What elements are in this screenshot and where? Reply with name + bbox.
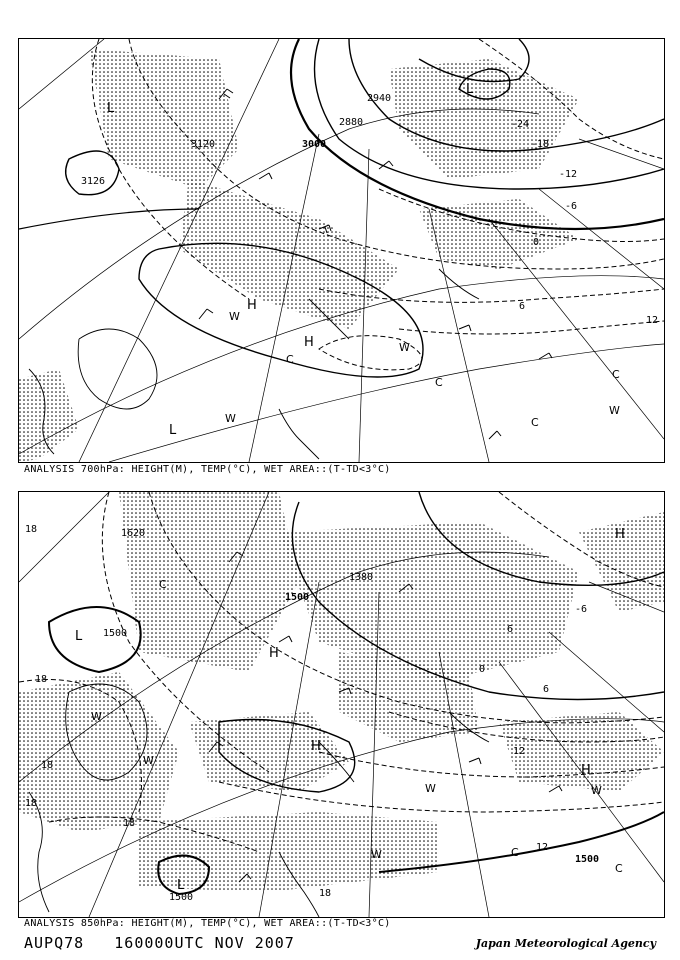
- height-label: 1380: [349, 572, 374, 583]
- temp-label: 18: [25, 798, 38, 809]
- temp-label: 12: [536, 842, 549, 853]
- temp-label: -24: [511, 119, 530, 130]
- warm-center: W: [229, 310, 240, 323]
- low-center: L: [75, 629, 83, 644]
- temp-label: 6: [543, 684, 550, 695]
- caption-850hpa: ANALYSIS 850hPa: HEIGHT(M), TEMP(°C), WET AREA::(T-TD<3°C): [24, 918, 391, 929]
- cold-center: C: [615, 862, 623, 875]
- height-label: 1500: [103, 628, 128, 639]
- temp-label: -12: [559, 169, 578, 180]
- cold-center: C: [286, 353, 294, 366]
- low-center: L: [177, 878, 185, 893]
- wet-area: [19, 492, 664, 892]
- temp-label: 0: [479, 664, 486, 675]
- warm-center: W: [591, 784, 602, 797]
- temp-label: 12: [513, 746, 526, 757]
- high-center: H: [269, 646, 279, 661]
- temp-centers: [225, 310, 620, 429]
- cold-center: C: [612, 368, 620, 381]
- height-label: 3000: [302, 139, 327, 150]
- warm-center: W: [91, 710, 102, 723]
- temp-label: 18: [41, 760, 54, 771]
- cold-center: C: [531, 416, 539, 429]
- temp-label: 18: [319, 888, 332, 899]
- agency-credit: Japan Meteorological Agency: [475, 937, 656, 950]
- caption-700hpa: ANALYSIS 700hPa: HEIGHT(M), TEMP(°C), WET AREA::(T-TD<3°C): [24, 464, 391, 475]
- low-center: L: [107, 101, 115, 116]
- chart-850hpa: [18, 491, 665, 918]
- map-850hpa: [19, 492, 664, 917]
- temp-label: -18: [531, 139, 550, 150]
- temp-label: -6: [565, 201, 578, 212]
- warm-center: W: [143, 754, 154, 767]
- warm-center: W: [371, 848, 382, 861]
- low-center: L: [466, 82, 474, 97]
- height-label: 2940: [367, 93, 392, 104]
- warm-center: W: [399, 341, 410, 354]
- temp-label: 18: [25, 524, 38, 535]
- temp-label: 0: [533, 237, 540, 248]
- height-label: 2880: [339, 117, 364, 128]
- temp-label: 18: [35, 674, 48, 685]
- temp-label: 6: [519, 301, 526, 312]
- warm-center: W: [225, 412, 236, 425]
- high-center: H: [304, 335, 314, 350]
- high-center: H: [247, 298, 257, 313]
- cold-center: C: [435, 376, 443, 389]
- chart-700hpa: [18, 38, 665, 463]
- height-label: 3126: [81, 176, 106, 187]
- temp-label: 18: [123, 818, 136, 829]
- high-center: H: [615, 527, 625, 542]
- low-center: L: [169, 423, 177, 438]
- temp-label: -6: [575, 604, 588, 615]
- warm-center: W: [425, 782, 436, 795]
- cold-center: C: [159, 578, 167, 591]
- height-label: 1620: [121, 528, 146, 539]
- bulletin-code: AUPQ78 160000UTC NOV 2007: [24, 934, 295, 952]
- warm-center: W: [609, 404, 620, 417]
- temp-label: 12: [646, 315, 659, 326]
- height-label: 3120: [191, 139, 216, 150]
- temp-label: 6: [507, 624, 514, 635]
- height-label: 1500: [285, 592, 310, 603]
- height-label: 1500: [169, 892, 194, 903]
- map-700hpa: [19, 39, 664, 462]
- cold-center: C: [511, 846, 519, 859]
- height-label: 1500: [575, 854, 600, 865]
- high-center: H: [581, 763, 591, 778]
- high-center: H: [311, 739, 321, 754]
